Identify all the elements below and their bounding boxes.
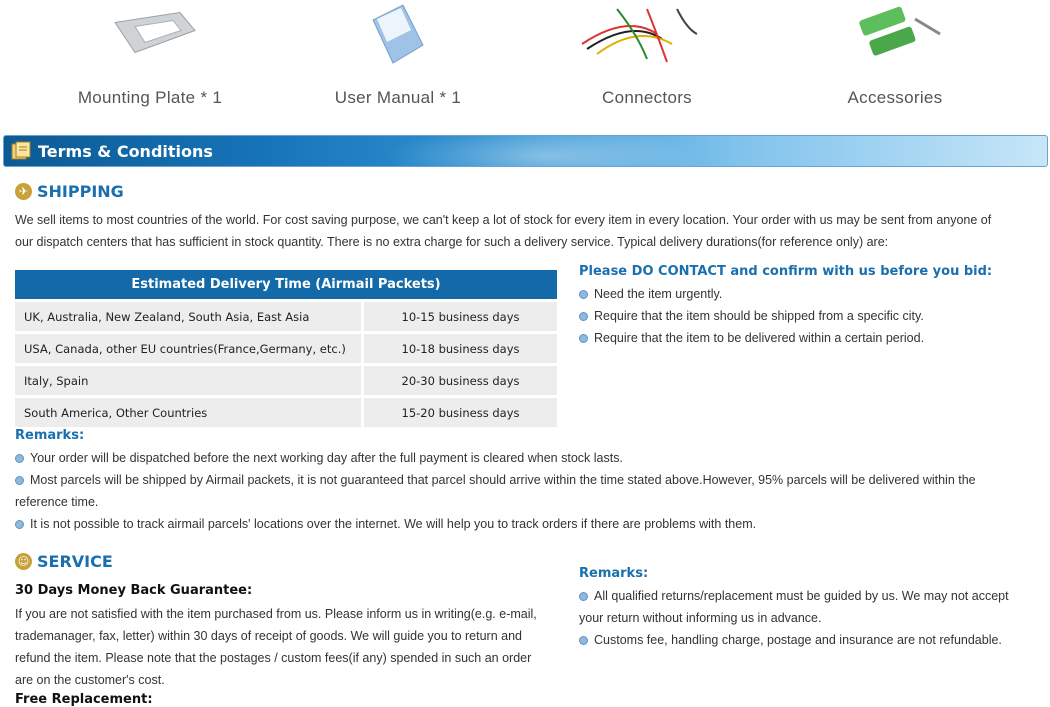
document-icon xyxy=(10,141,32,161)
banner-title: Terms & Conditions xyxy=(38,142,213,161)
bullet-icon xyxy=(579,636,588,645)
smiley-icon: ☺ xyxy=(15,553,32,570)
list-item-text: Your order will be dispatched before the next working day after the full payment is cleared when stock lasts. xyxy=(30,451,623,465)
list-item-text: Customs fee, handling charge, postage and insurance are not refundable. xyxy=(594,633,1002,647)
product-label: User Manual * 1 xyxy=(334,88,462,107)
list-item-text: Most parcels will be shipped by Airmail packets, it is not guaranteed that parcel should arrive within the time stated above.However, 95% parcels will be delivered within the xyxy=(30,473,976,487)
list-item-text: Require that the item should be shipped from a specific city. xyxy=(594,309,924,323)
region-cell: USA, Canada, other EU countries(France,Germany, etc.) xyxy=(15,334,364,363)
free-replacement-title: Free Replacement: xyxy=(15,692,153,707)
list-item-text: It is not possible to track airmail parcels' locations over the internet. We will help you to track orders if there are problems with them. xyxy=(30,517,757,531)
service-remarks-title: Remarks: xyxy=(579,566,649,581)
package-contents xyxy=(0,0,1050,125)
list-item-continued xyxy=(579,607,1039,629)
service-heading xyxy=(15,552,113,571)
mounting-plate-image xyxy=(105,0,205,70)
table-row xyxy=(15,334,557,363)
table-header: Estimated Delivery Time (Airmail Packets) xyxy=(15,270,557,299)
guarantee-line: refund the item. Please note that the postages / custom fees(if any) spended in such an order xyxy=(15,651,532,665)
list-item-text: Need the item urgently. xyxy=(594,287,723,301)
time-cell: 10-15 business days xyxy=(364,302,557,331)
product-label: Connectors xyxy=(602,88,692,107)
bullet-icon xyxy=(579,312,588,321)
list-item xyxy=(15,513,1040,535)
service-remarks-list xyxy=(579,585,1039,651)
product-label: Accessories xyxy=(847,88,943,107)
guarantee-line: are on the customer's cost. xyxy=(15,673,165,687)
region-cell: Italy, Spain xyxy=(15,366,364,395)
user-manual-image xyxy=(363,0,433,70)
list-item xyxy=(579,327,1039,349)
list-item-text: All qualified returns/replacement must be guided by us. We may not accept xyxy=(594,589,1009,603)
shipping-remarks-list xyxy=(15,447,1040,535)
guarantee-title: 30 Days Money Back Guarantee: xyxy=(15,583,253,598)
service-heading-text: SERVICE xyxy=(37,552,113,571)
shipping-intro xyxy=(15,209,1040,253)
region-cell: UK, Australia, New Zealand, South Asia, East Asia xyxy=(15,302,364,331)
list-item xyxy=(579,305,1039,327)
region-cell: South America, Other Countries xyxy=(15,398,364,427)
shipping-heading-text: SHIPPING xyxy=(37,182,124,201)
list-item xyxy=(579,585,1039,607)
bullet-icon xyxy=(15,476,24,485)
guarantee-line: If you are not satisfied with the item purchased from us. Please inform us in writing(e.g. e-mail, xyxy=(15,607,537,621)
table-row xyxy=(15,366,557,395)
list-item-text: reference time. xyxy=(15,495,99,509)
product-label: Mounting Plate * 1 xyxy=(77,88,223,107)
list-item xyxy=(579,283,1039,305)
shipping-intro-line: We sell items to most countries of the world. For cost saving purpose, we can't keep a lot of stock for every item in every location. Your order with us may be sent from anyone of xyxy=(15,213,992,227)
shipping-remarks-title: Remarks: xyxy=(15,428,85,443)
time-cell: 15-20 business days xyxy=(364,398,557,427)
list-item-text: Require that the item to be delivered within a certain period. xyxy=(594,331,925,345)
table-row xyxy=(15,302,557,331)
bullet-icon xyxy=(579,290,588,299)
list-item xyxy=(579,629,1039,651)
accessories-image xyxy=(855,0,945,70)
bullet-icon xyxy=(579,334,588,343)
shipping-intro-line: our dispatch centers that has sufficient in stock quantity. There is no extra charge for such a delivery service. Typical delivery durations(for reference only) are: xyxy=(15,235,889,249)
shipping-heading xyxy=(15,182,124,201)
bullet-icon xyxy=(15,520,24,529)
bullet-icon xyxy=(15,454,24,463)
list-item xyxy=(15,447,1040,469)
list-item-continued xyxy=(15,491,1040,513)
list-item xyxy=(15,469,1040,491)
table-row xyxy=(15,398,557,427)
connectors-image xyxy=(577,0,717,70)
contact-list xyxy=(579,283,1039,349)
time-cell: 20-30 business days xyxy=(364,366,557,395)
contact-title: Please DO CONTACT and confirm with us before you bid: xyxy=(579,264,993,279)
plane-icon: ✈ xyxy=(15,183,32,200)
time-cell: 10-18 business days xyxy=(364,334,557,363)
list-item-text: your return without informing us in advance. xyxy=(579,611,822,625)
guarantee-text xyxy=(15,603,560,691)
bullet-icon xyxy=(579,592,588,601)
terms-banner xyxy=(3,135,1048,167)
delivery-time-table xyxy=(15,267,557,430)
guarantee-line: trademanager, fax, letter) within 30 days of receipt of goods. We will guide you to return and xyxy=(15,629,522,643)
